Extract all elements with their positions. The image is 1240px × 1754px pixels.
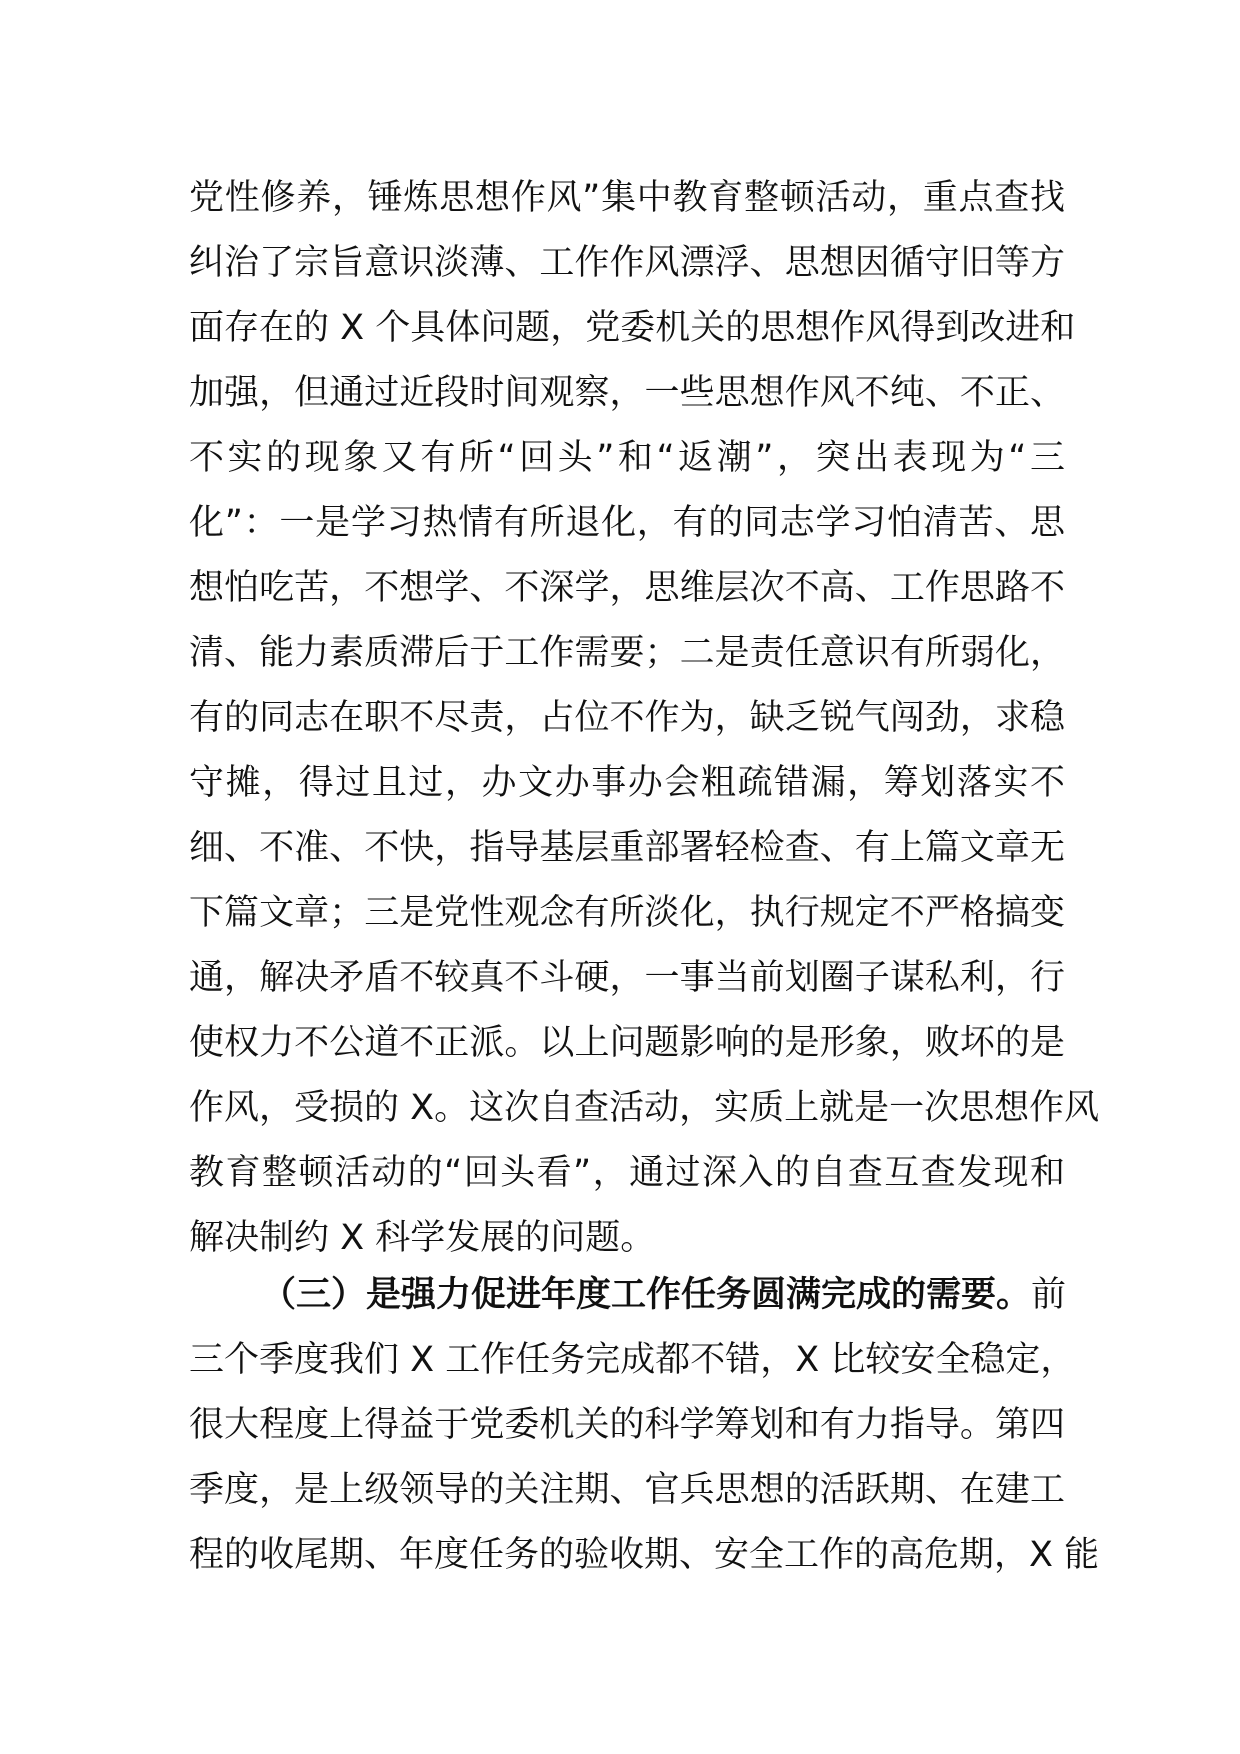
paragraph-1-line: 有的同志在职不尽责，占位不作为，缺乏锐气闯劲，求稳 (189, 698, 1065, 738)
paragraph-1-line: 面存在的 X 个具体问题，党委机关的思想作风得到改进和 (189, 308, 1076, 348)
paragraph-1-line: 下篇文章；三是党性观念有所淡化，执行规定不严格搞变 (189, 893, 1065, 933)
paragraph-1-line: 通，解决矛盾不较真不斗硬，一事当前划圈子谋私利，行 (189, 958, 1065, 998)
paragraph-1-line: 解决制约 X 科学发展的问题。 (189, 1218, 656, 1258)
paragraph-2-line: 三个季度我们 X 工作任务完成都不错，X 比较安全稳定， (189, 1340, 1076, 1380)
paragraph-2-line: 很大程度上得益于党委机关的科学筹划和有力指导。第四 (189, 1405, 1065, 1445)
paragraph-1-line: 加强，但通过近段时间观察，一些思想作风不纯、不正、 (189, 373, 1065, 413)
paragraph-2-first-line (189, 1263, 1065, 1328)
section-heading: （三）是强力促进年度工作任务圆满完成的需要。 (261, 1275, 1032, 1315)
paragraph-1 (189, 166, 1100, 1271)
paragraph-1-line: 清、能力素质滞后于工作需要；二是责任意识有所弱化， (189, 633, 1065, 673)
paragraph-1-line: 化”：一是学习热情有所退化，有的同志学习怕清苦、思 (189, 503, 1065, 543)
paragraph-1-line: 纠治了宗旨意识淡薄、工作作风漂浮、思想因循守旧等方 (189, 243, 1065, 283)
paragraph-2-first-line-rest: 前 (1031, 1275, 1067, 1315)
paragraph-1-line: 不实的现象又有所“回头”和“返潮”，突出表现为“三 (189, 438, 1065, 478)
paragraph-1-line: 作风，受损的 X。这次自查活动，实质上就是一次思想作风 (189, 1088, 1100, 1128)
paragraph-2 (189, 1263, 1100, 1588)
paragraph-1-line: 使权力不公道不正派。以上问题影响的是形象，败坏的是 (189, 1023, 1065, 1063)
paragraph-1-line: 细、不准、不快，指导基层重部署轻检查、有上篇文章无 (189, 828, 1065, 868)
paragraph-1-line: 想怕吃苦，不想学、不深学，思维层次不高、工作思路不 (189, 568, 1065, 608)
paragraph-1-line: 守摊，得过且过，办文办事办会粗疏错漏，筹划落实不 (189, 763, 1065, 803)
paragraph-1-line: 教育整顿活动的“回头看”，通过深入的自查互查发现和 (189, 1153, 1065, 1193)
paragraph-1-line: 党性修养，锤炼思想作风”集中教育整顿活动，重点查找 (189, 178, 1065, 218)
paragraph-2-line: 程的收尾期、年度任务的验收期、安全工作的高危期，X 能 (189, 1535, 1100, 1575)
paragraph-2-line: 季度，是上级领导的关注期、官兵思想的活跃期、在建工 (189, 1470, 1065, 1510)
